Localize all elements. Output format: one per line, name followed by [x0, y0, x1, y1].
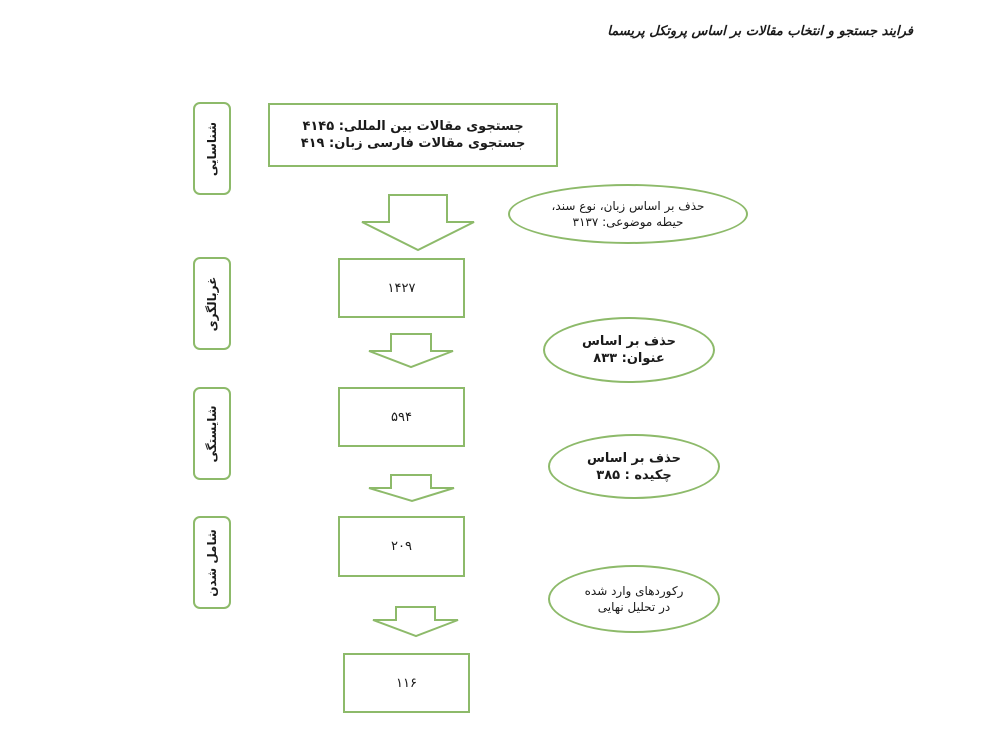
- final-count: ۱۱۶: [396, 675, 417, 691]
- down-arrow-1: [362, 195, 474, 250]
- stage-label: غربالگری: [205, 276, 219, 331]
- down-arrow-3: [369, 475, 454, 501]
- exclusion-line-1: رکوردهای وارد شده: [584, 584, 684, 598]
- included-count: ۲۰۹: [391, 539, 412, 554]
- identification-line-2: جستجوی مقالات فارسی زبان: ۴۱۹: [300, 136, 526, 151]
- down-arrow-2: [369, 334, 453, 367]
- down-arrow-4: [373, 607, 458, 636]
- screening-count: ۱۴۲۷: [387, 280, 416, 296]
- identification-line-1: جستجوی مقالات بین المللی: ۴۱۴۵: [302, 119, 524, 134]
- exclusion-line-1: حذف بر اساس: [586, 450, 682, 466]
- exclusion-oval-abstract: [548, 434, 720, 499]
- exclusion-line-1: حذف بر اساس زبان، نوع سند،: [551, 199, 705, 213]
- stage-screening: [193, 257, 231, 350]
- exclusion-line-2: چکیده : ۳۸۵: [596, 467, 672, 483]
- exclusion-line-2: در تحلیل نهایی: [597, 600, 671, 614]
- stage-eligibility: [193, 387, 231, 480]
- final-count-box: [343, 653, 470, 713]
- stage-included: [193, 516, 231, 609]
- included-count-box: [338, 516, 465, 577]
- stage-label: شامل شدن: [205, 528, 219, 597]
- eligibility-count-box: [338, 387, 465, 447]
- stage-label: شناسایی: [205, 121, 219, 176]
- identification-box: [268, 103, 558, 167]
- page-title: فرایند جستجو و انتخاب مقالات بر اساس پروتکل پریسما: [607, 24, 913, 39]
- stage-identification: [193, 102, 231, 195]
- exclusion-oval-title: [543, 317, 715, 383]
- exclusion-line-2: عنوان: ۸۳۳: [593, 351, 665, 366]
- eligibility-count: ۵۹۴: [391, 409, 412, 425]
- final-analysis-oval: [548, 565, 720, 633]
- exclusion-line-2: حیطه موضوعی: ۳۱۳۷: [572, 215, 684, 229]
- stage-label: شایستگی: [205, 404, 219, 463]
- exclusion-oval-language: [508, 184, 748, 244]
- exclusion-line-1: حذف بر اساس: [581, 334, 677, 349]
- screening-count-box: [338, 258, 465, 318]
